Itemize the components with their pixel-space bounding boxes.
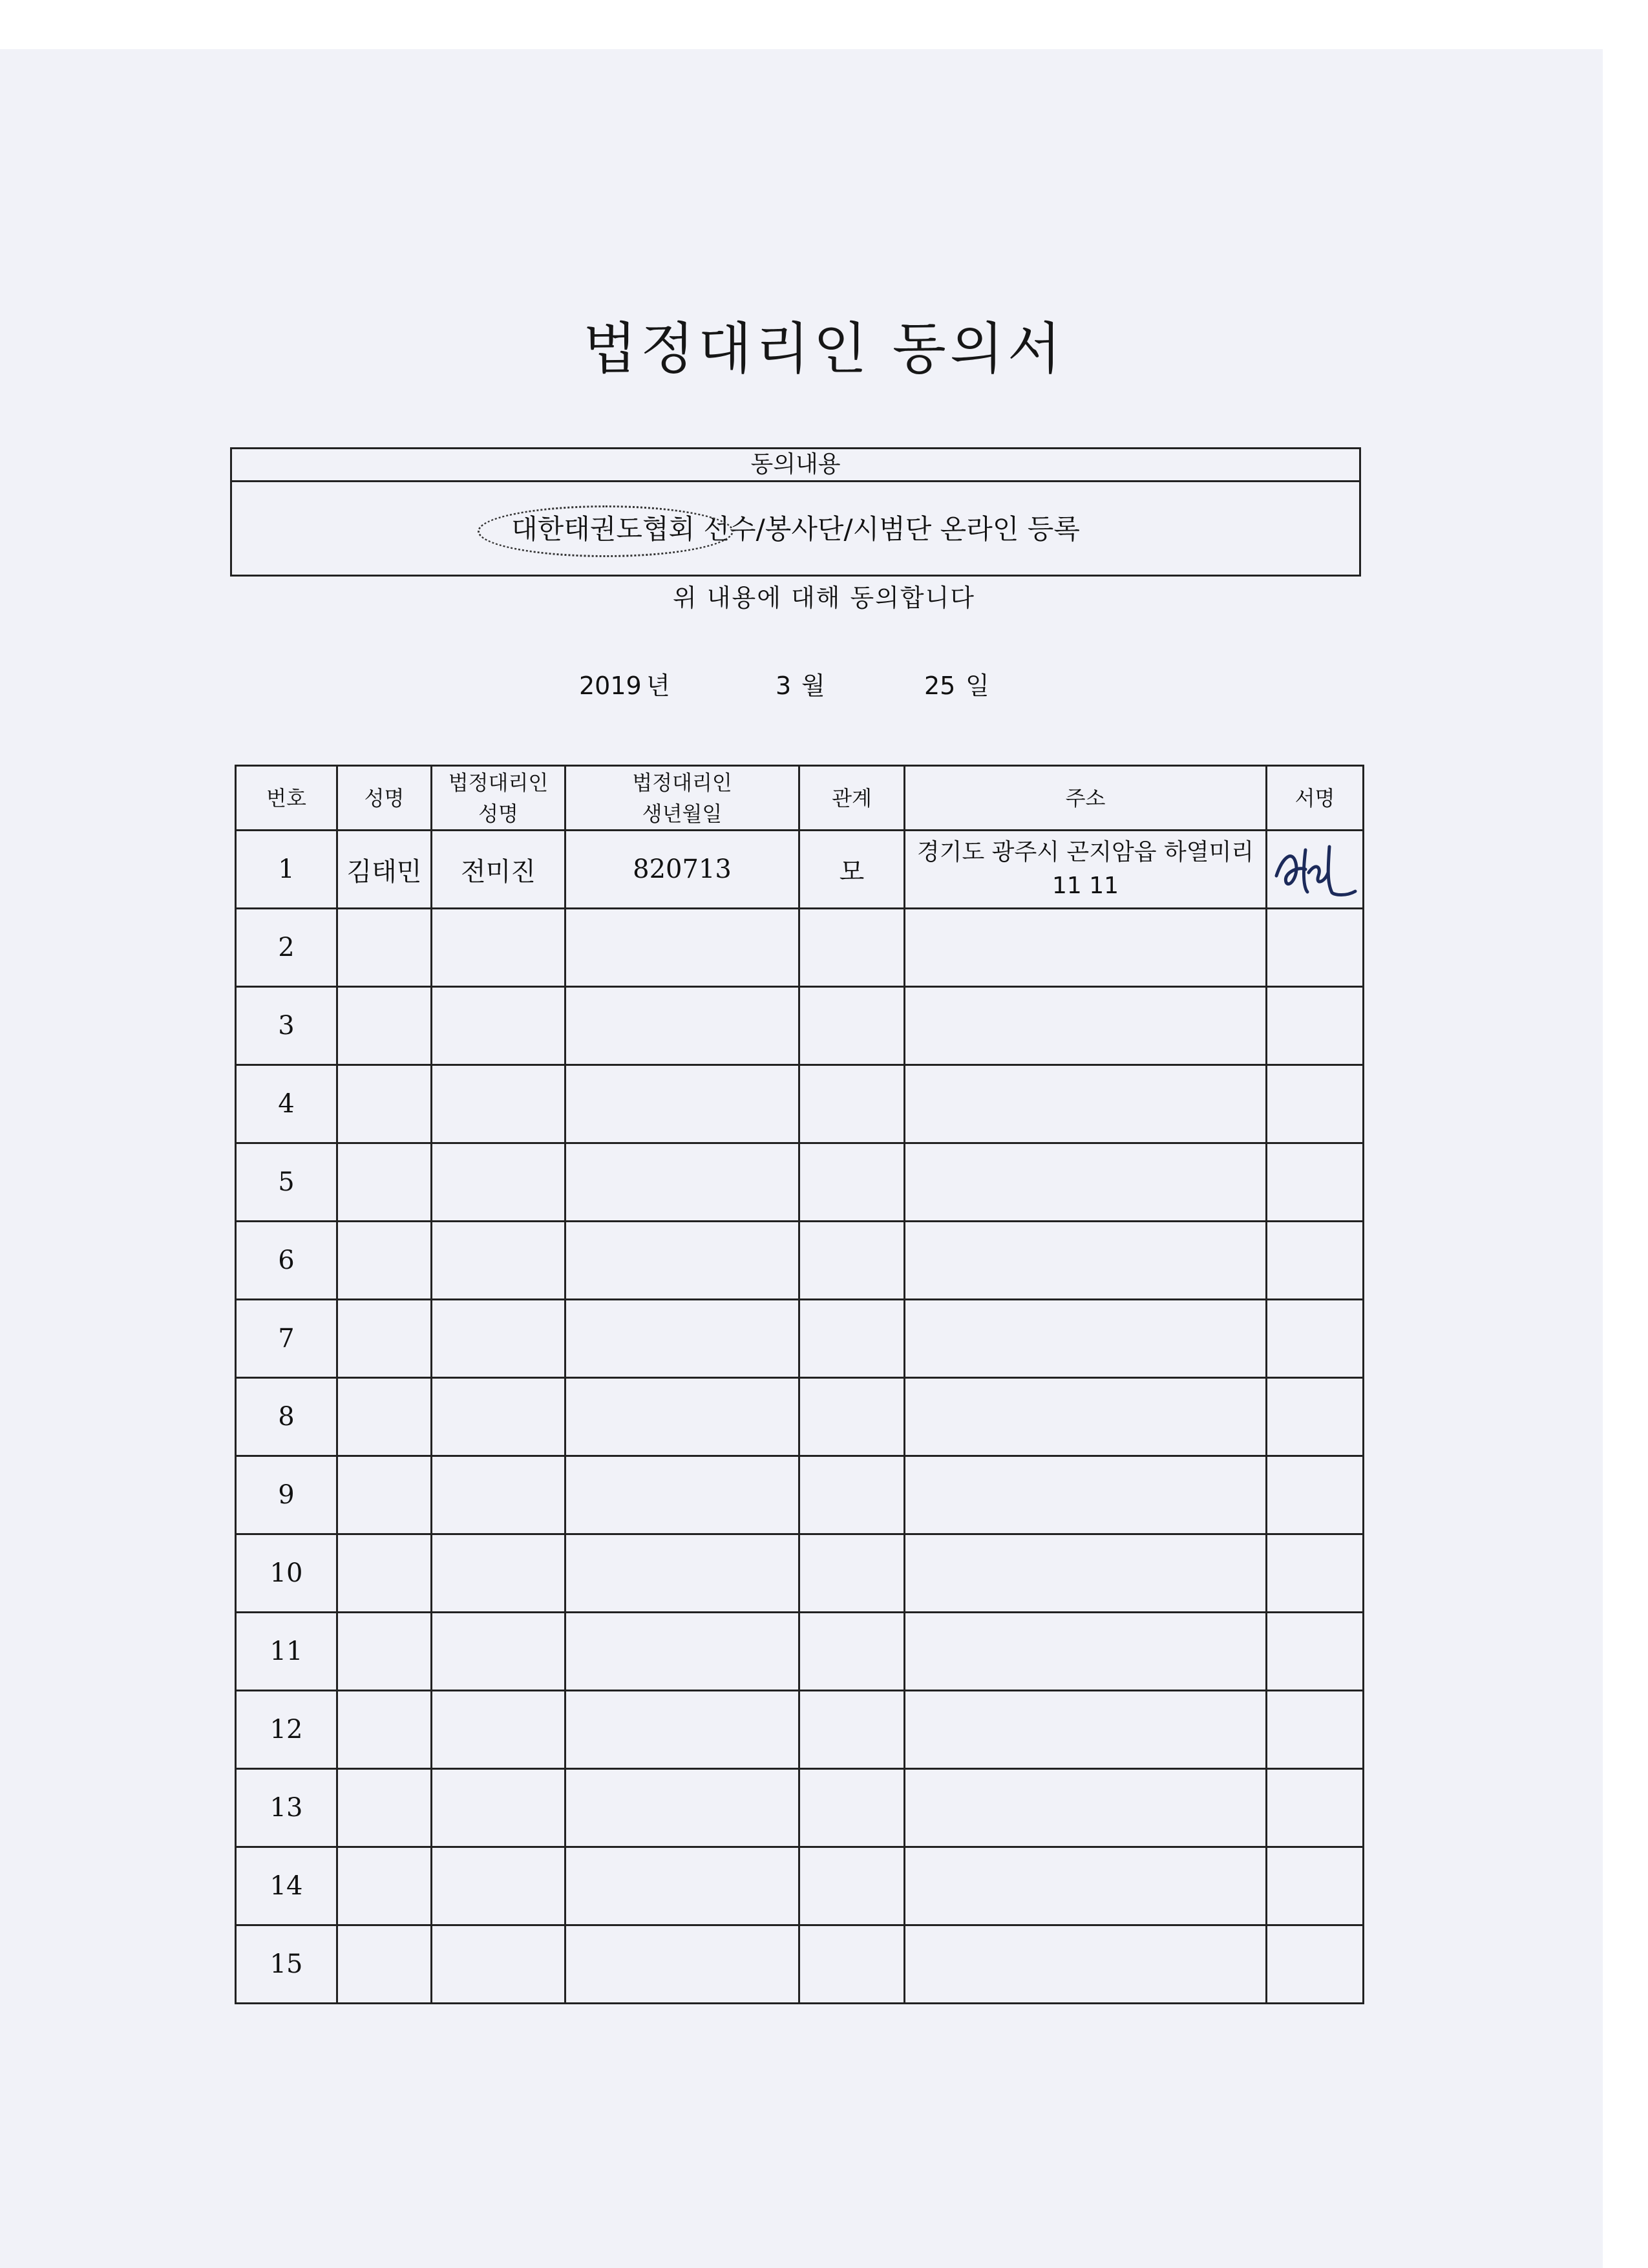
row-no: 12 [236,1691,337,1769]
consent-box [230,447,1361,577]
row-guardian-birth [565,909,799,987]
row-guardian-birth [565,1534,799,1613]
row-signature [1267,1378,1364,1456]
row-no: 13 [236,1769,337,1847]
row-guardian-name [432,1534,565,1613]
row-signature [1267,1065,1364,1143]
row-address [905,1300,1267,1378]
row-signature [1267,1613,1364,1691]
row-signature [1267,1691,1364,1769]
row-signature [1267,1456,1364,1534]
row-name [337,1300,432,1378]
row-relation [799,1065,905,1143]
row-relation [799,909,905,987]
row-name: 김태민 [337,831,432,909]
row-address [905,1065,1267,1143]
table-row [236,1378,1364,1456]
date-year-unit: 년 [646,672,670,700]
date-day-unit: 일 [966,672,989,700]
row-no: 3 [236,987,337,1065]
row-signature [1267,1534,1364,1613]
row-guardian-birth [565,1769,799,1847]
table-row [236,1691,1364,1769]
row-name [337,987,432,1065]
row-guardian-birth [565,1222,799,1300]
row-guardian-birth [565,987,799,1065]
row-relation [799,1456,905,1534]
row-no: 5 [236,1143,337,1222]
row-address [905,1143,1267,1222]
row-guardian-birth [565,1143,799,1222]
date-month-unit: 월 [801,672,825,700]
row-signature [1267,987,1364,1065]
row-guardian-name [432,1065,565,1143]
row-no: 4 [236,1065,337,1143]
row-no: 8 [236,1378,337,1456]
date-line [579,666,989,701]
row-guardian-name [432,1925,565,2004]
row-signature [1267,1925,1364,2004]
header-relation: 관계 [799,766,905,831]
table-header-row [236,766,1364,831]
row-address [905,909,1267,987]
date-day: 25 [924,672,956,700]
row-signature [1267,1143,1364,1222]
document-title: 법정대리인 동의서 [583,317,1065,381]
row-guardian-birth: 820713 [565,831,799,909]
row-no: 9 [236,1456,337,1534]
row-address [905,1691,1267,1769]
header-no: 번호 [236,766,337,831]
row-name [337,1769,432,1847]
header-guardian-birth-text: 법정대리인 생년월일 [632,770,732,826]
roster-body [236,831,1364,2004]
row-name [337,1065,432,1143]
row-signature [1267,831,1364,909]
row-guardian-name [432,1769,565,1847]
hand-drawn-circle-mark [478,505,734,557]
row-name [337,1222,432,1300]
row-guardian-birth [565,1456,799,1534]
table-row [236,1925,1364,2004]
date-year: 2019 [579,672,642,700]
row-guardian-birth [565,1925,799,2004]
table-row [236,1847,1364,1925]
row-address [905,1378,1267,1456]
row-name [337,1534,432,1613]
row-relation [799,1769,905,1847]
row-guardian-name [432,909,565,987]
row-signature [1267,1300,1364,1378]
row-relation [799,1222,905,1300]
row-guardian-name [432,1613,565,1691]
date-month: 3 [776,672,792,700]
consent-content-area [232,482,1359,577]
table-row [236,1222,1364,1300]
row-relation [799,1925,905,2004]
header-name: 성명 [337,766,432,831]
row-guardian-name [432,1456,565,1534]
row-name [337,1378,432,1456]
row-relation [799,1143,905,1222]
row-relation [799,1613,905,1691]
row-address [905,1613,1267,1691]
row-guardian-birth [565,1691,799,1769]
row-signature [1267,1222,1364,1300]
row-relation [799,1691,905,1769]
row-guardian-birth [565,1065,799,1143]
table-row [236,831,1364,909]
row-name [337,1613,432,1691]
consent-header: 동의내용 [232,449,1359,482]
table-row [236,1769,1364,1847]
row-guardian-birth [565,1300,799,1378]
roster-table [235,765,1364,2004]
row-relation: 모 [799,831,905,909]
table-row [236,1300,1364,1378]
row-no: 1 [236,831,337,909]
row-name [337,909,432,987]
row-no: 11 [236,1613,337,1691]
row-address [905,1534,1267,1613]
row-guardian-name [432,1300,565,1378]
row-guardian-name [432,1378,565,1456]
header-guardian-birth [565,766,799,831]
handwritten-signature-icon [1270,837,1360,902]
row-name [337,1143,432,1222]
row-guardian-name [432,1222,565,1300]
consent-content: 대한태권도협회 선수/봉사단/시범단 온라인 등록 [511,513,1080,545]
table-row [236,1534,1364,1613]
agreement-statement: 위 내용에 대해 동의합니다 [672,584,976,612]
row-relation [799,987,905,1065]
row-relation [799,1378,905,1456]
row-address [905,1222,1267,1300]
row-guardian-birth [565,1378,799,1456]
row-address [905,1456,1267,1534]
row-address [905,1925,1267,2004]
table-row [236,909,1364,987]
table-row [236,1065,1364,1143]
header-guardian-name-text: 법정대리인 성명 [448,770,549,826]
row-guardian-name [432,987,565,1065]
row-address [905,1847,1267,1925]
row-no: 15 [236,1925,337,2004]
row-name [337,1925,432,2004]
header-guardian-name [432,766,565,831]
row-guardian-name [432,1143,565,1222]
row-no: 14 [236,1847,337,1925]
row-guardian-name [432,1691,565,1769]
row-guardian-name: 전미진 [432,831,565,909]
table-row [236,1613,1364,1691]
header-address: 주소 [905,766,1267,831]
row-guardian-birth [565,1847,799,1925]
header-signature: 서명 [1267,766,1364,831]
row-name [337,1456,432,1534]
row-relation [799,1847,905,1925]
row-signature [1267,909,1364,987]
row-no: 2 [236,909,337,987]
row-no: 10 [236,1534,337,1613]
row-address [905,987,1267,1065]
row-signature [1267,1769,1364,1847]
table-row [236,1456,1364,1534]
row-address [905,1769,1267,1847]
row-guardian-name [432,1847,565,1925]
table-row [236,1143,1364,1222]
row-guardian-birth [565,1613,799,1691]
row-name [337,1691,432,1769]
table-row [236,987,1364,1065]
row-address: 경기도 광주시 곤지암읍 하열미리 11 11 [905,831,1267,909]
row-relation [799,1534,905,1613]
row-signature [1267,1847,1364,1925]
row-name [337,1847,432,1925]
row-relation [799,1300,905,1378]
row-no: 7 [236,1300,337,1378]
row-no: 6 [236,1222,337,1300]
